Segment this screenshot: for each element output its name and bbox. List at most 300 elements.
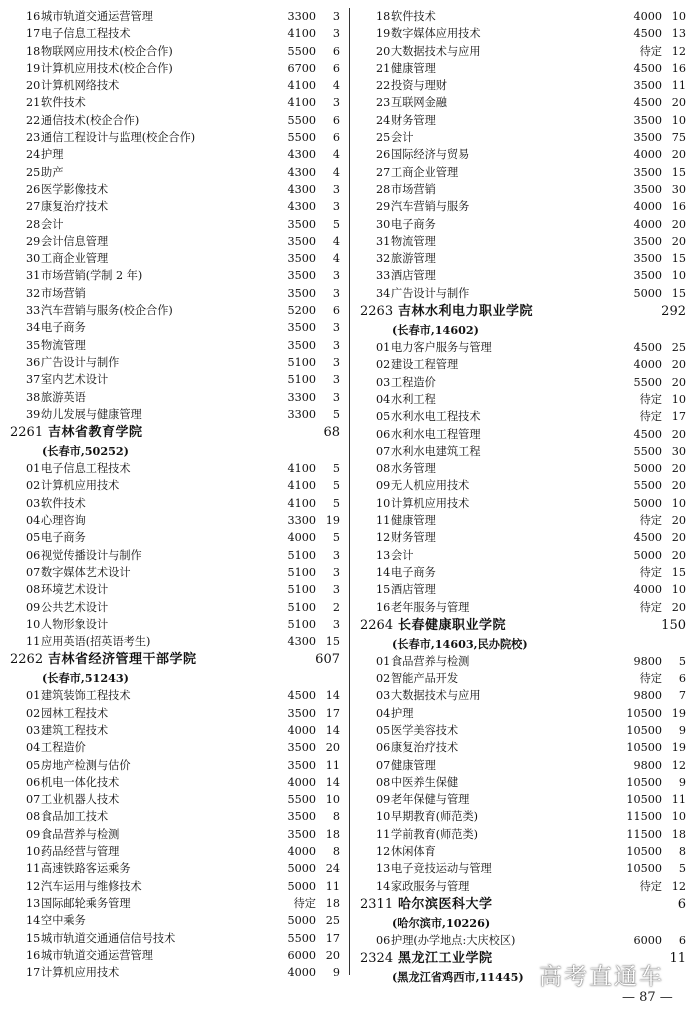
major-code: 26	[26, 182, 41, 196]
major-code: 01	[26, 689, 41, 703]
major-code: 03	[376, 375, 391, 389]
school-header	[360, 302, 686, 322]
major-row	[10, 705, 340, 722]
major-code: 07	[376, 444, 391, 458]
enrollment-count: 10	[671, 583, 686, 597]
enrollment-count: 4	[332, 165, 340, 179]
major-code: 09	[26, 827, 41, 841]
tuition-fee: 10500	[626, 723, 662, 737]
tuition-fee: 4100	[287, 496, 316, 510]
enrollment-count: 20	[671, 217, 686, 231]
tuition-fee: 4500	[633, 27, 662, 41]
school-location	[360, 915, 686, 932]
major-code: 05	[26, 758, 41, 772]
major-code: 17	[26, 966, 41, 980]
major-name: 软件技术	[41, 96, 86, 110]
tuition-fee: 3500	[287, 810, 316, 824]
tuition-fee: 4300	[287, 148, 316, 162]
tuition-fee: 待定	[639, 879, 662, 893]
major-name: 通信工程设计与监理(校企合作)	[41, 131, 196, 145]
enrollment-count: 10	[671, 392, 686, 406]
major-code: 04	[376, 392, 391, 406]
tuition-fee: 5500	[287, 131, 316, 145]
major-code: 38	[26, 390, 41, 404]
school-header	[360, 616, 686, 636]
major-row	[10, 564, 340, 581]
major-code: 09	[376, 479, 391, 493]
major-code: 26	[376, 148, 391, 162]
major-name: 物联网应用技术(校企合作)	[41, 44, 173, 58]
school-header	[360, 895, 686, 915]
major-code: 12	[26, 879, 41, 893]
major-name: 软件技术	[41, 496, 86, 510]
enrollment-count: 3	[332, 583, 340, 597]
tuition-fee: 3500	[633, 113, 662, 127]
enrollment-count: 10	[671, 496, 686, 510]
major-name: 城市轨道交通运营管理	[41, 10, 153, 23]
school-code: 2262	[10, 652, 44, 668]
major-row	[360, 495, 686, 512]
enrollment-count: 15	[671, 565, 686, 579]
school-code: 2261	[10, 425, 44, 441]
tuition-fee: 5100	[287, 617, 316, 631]
major-code: 15	[376, 583, 391, 597]
tuition-fee: 4300	[287, 165, 316, 179]
major-row	[360, 391, 686, 408]
major-name: 电子竞技运动与管理	[391, 862, 492, 876]
major-code: 19	[26, 61, 41, 75]
major-code: 31	[26, 269, 41, 283]
enrollment-count: 5	[678, 862, 686, 876]
tuition-fee: 5500	[287, 113, 316, 127]
enrollment-count: 13	[671, 27, 686, 41]
major-row	[360, 460, 686, 477]
major-code: 39	[26, 407, 41, 421]
major-code: 08	[376, 462, 391, 476]
major-code: 34	[26, 321, 41, 335]
major-row	[10, 633, 340, 650]
major-row	[10, 60, 340, 77]
major-name: 家政服务与管理	[391, 879, 470, 893]
major-code: 30	[26, 252, 41, 266]
tuition-fee: 10500	[626, 775, 662, 789]
tuition-fee: 3500	[287, 758, 316, 772]
major-row	[10, 77, 340, 94]
major-row	[10, 581, 340, 598]
major-row	[360, 233, 686, 250]
major-row	[360, 599, 686, 616]
major-name: 心理咨询	[41, 514, 86, 528]
major-name: 健康管理	[391, 514, 436, 528]
major-code: 05	[376, 410, 391, 424]
tuition-fee: 5000	[633, 496, 662, 510]
major-row	[10, 826, 340, 843]
enrollment-count: 9	[678, 723, 686, 737]
enrollment-count: 3	[332, 10, 340, 23]
enrollment-count: 20	[671, 234, 686, 248]
enrollment-count: 6	[332, 113, 340, 127]
major-row	[360, 77, 686, 94]
enrollment-count: 8	[678, 845, 686, 859]
major-row	[10, 843, 340, 860]
tuition-fee: 10500	[626, 706, 662, 720]
enrollment-count: 5	[332, 217, 340, 231]
school-location	[360, 322, 686, 339]
major-name: 工商企业管理	[391, 165, 459, 179]
major-name: 广告设计与制作	[391, 286, 470, 300]
major-row	[360, 564, 686, 581]
tuition-fee: 5200	[287, 304, 316, 318]
major-row	[360, 808, 686, 825]
enrollment-count: 6	[332, 44, 340, 58]
tuition-fee: 3300	[287, 514, 316, 528]
major-name: 学前教育(师范类)	[391, 827, 479, 841]
major-name: 食品营养与检测	[41, 827, 120, 841]
school-code: 2324	[360, 951, 394, 967]
major-name: 数字媒体应用技术	[391, 27, 481, 41]
left-column	[10, 8, 340, 981]
tuition-fee: 3500	[287, 217, 316, 231]
enrollment-count: 30	[671, 182, 686, 196]
enrollment-count: 6	[678, 672, 686, 686]
tuition-fee: 4500	[633, 341, 662, 355]
major-code: 04	[26, 741, 41, 755]
major-name: 会计	[391, 131, 414, 145]
page-number: — 87 —	[622, 990, 673, 1005]
major-code: 05	[26, 531, 41, 545]
enrollment-count: 5	[332, 407, 340, 421]
major-code: 20	[26, 79, 41, 93]
enrollment-count: 20	[325, 948, 340, 962]
enrollment-count: 11	[671, 79, 686, 93]
major-code: 29	[26, 234, 41, 248]
major-row	[360, 826, 686, 843]
tuition-fee: 10500	[626, 793, 662, 807]
enrollment-count: 8	[332, 845, 340, 859]
major-name: 房地产检测与估价	[41, 758, 131, 772]
major-row	[10, 181, 340, 198]
major-row	[360, 129, 686, 146]
tuition-fee: 4100	[287, 27, 316, 41]
major-name: 国际经济与贸易	[391, 148, 470, 162]
major-row	[360, 426, 686, 443]
enrollment-count: 10	[671, 810, 686, 824]
major-name: 工程造价	[391, 375, 436, 389]
enrollment-count: 3	[332, 321, 340, 335]
major-row	[10, 164, 340, 181]
major-row	[360, 43, 686, 60]
major-code: 10	[26, 617, 41, 631]
tuition-fee: 4100	[287, 479, 316, 493]
major-row	[10, 930, 340, 947]
tuition-fee: 5000	[287, 914, 316, 928]
tuition-fee: 待定	[639, 392, 662, 406]
enrollment-count: 18	[671, 827, 686, 841]
major-code: 10	[26, 845, 41, 859]
major-name: 大数据技术与应用	[391, 44, 481, 58]
school-total: 607	[315, 652, 340, 668]
enrollment-count: 10	[671, 10, 686, 23]
enrollment-count: 14	[325, 689, 340, 703]
major-name: 投资与理财	[391, 79, 447, 93]
tuition-fee: 9800	[633, 758, 662, 772]
major-name: 软件技术	[391, 10, 436, 23]
major-name: 电子商务	[391, 217, 436, 231]
school-total: 6	[677, 896, 686, 912]
major-code: 23	[376, 96, 391, 110]
enrollment-count: 5	[332, 496, 340, 510]
major-code: 19	[376, 27, 391, 41]
tuition-fee: 5000	[633, 286, 662, 300]
major-name: 通信技术(校企合作)	[41, 113, 140, 127]
major-name: 计算机应用技术	[391, 496, 470, 510]
major-row	[360, 60, 686, 77]
location-text: (黑龙江省鸡西市,11445)	[392, 970, 524, 985]
major-row	[360, 250, 686, 267]
major-row	[10, 319, 340, 336]
major-code: 03	[26, 723, 41, 737]
enrollment-count: 25	[325, 914, 340, 928]
major-name: 机电一体化技术	[41, 775, 120, 789]
tuition-fee: 4300	[287, 182, 316, 196]
major-code: 04	[26, 514, 41, 528]
major-name: 公共艺术设计	[41, 600, 109, 614]
tuition-fee: 3500	[287, 321, 316, 335]
major-name: 计算机应用技术	[41, 966, 120, 980]
tuition-fee: 5100	[287, 548, 316, 562]
enrollment-count: 6	[332, 61, 340, 75]
major-row	[10, 477, 340, 494]
major-code: 11	[376, 514, 391, 528]
major-name: 水务管理	[391, 462, 436, 476]
enrollment-count: 20	[671, 600, 686, 614]
major-row	[10, 337, 340, 354]
major-row	[10, 389, 340, 406]
enrollment-count: 20	[671, 375, 686, 389]
major-row	[360, 878, 686, 895]
major-name: 老年服务与管理	[391, 600, 470, 614]
tuition-fee: 4000	[287, 775, 316, 789]
major-row	[10, 267, 340, 284]
major-row	[10, 460, 340, 477]
enrollment-count: 20	[671, 148, 686, 162]
major-code: 10	[376, 496, 391, 510]
major-name: 工业机器人技术	[41, 793, 120, 807]
tuition-fee: 4000	[633, 217, 662, 231]
major-row	[360, 529, 686, 546]
major-name: 国际邮轮乘务管理	[41, 896, 131, 910]
major-code: 24	[376, 113, 391, 127]
major-code: 25	[26, 165, 41, 179]
major-code: 11	[26, 862, 41, 876]
enrollment-count: 3	[332, 269, 340, 283]
tuition-fee: 5100	[287, 565, 316, 579]
major-code: 27	[376, 165, 391, 179]
major-name: 市场营销(学制 2 年)	[41, 269, 143, 283]
enrollment-count: 12	[671, 879, 686, 893]
tuition-fee: 3500	[287, 234, 316, 248]
major-row	[10, 878, 340, 895]
tuition-fee: 3300	[287, 10, 316, 23]
major-row	[10, 43, 340, 60]
major-row	[10, 616, 340, 633]
major-code: 16	[26, 948, 41, 962]
tuition-fee: 5500	[287, 44, 316, 58]
major-name: 食品加工技术	[41, 810, 109, 824]
major-code: 04	[376, 706, 391, 720]
enrollment-count: 24	[325, 862, 340, 876]
major-name: 应用英语(招英语考生)	[41, 635, 151, 649]
school-name: 黑龙江工业学院	[398, 951, 493, 967]
major-row	[10, 774, 340, 791]
major-name: 视觉传播设计与制作	[41, 548, 142, 562]
major-row	[10, 808, 340, 825]
enrollment-count: 3	[332, 548, 340, 562]
major-name: 室内艺术设计	[41, 373, 109, 387]
major-code: 14	[26, 914, 41, 928]
major-code: 01	[376, 654, 391, 668]
major-code: 25	[376, 131, 391, 145]
major-code: 05	[376, 723, 391, 737]
enrollment-count: 16	[671, 200, 686, 214]
major-name: 汽车营销与服务	[391, 200, 470, 214]
major-code: 20	[376, 44, 391, 58]
tuition-fee: 4500	[633, 61, 662, 75]
tuition-fee: 3500	[287, 252, 316, 266]
major-row	[360, 477, 686, 494]
major-row	[10, 302, 340, 319]
major-name: 医学美容技术	[391, 723, 459, 737]
major-name: 幼儿发展与健康管理	[41, 407, 142, 421]
major-name: 物流管理	[391, 234, 436, 248]
enrollment-count: 2	[332, 600, 340, 614]
major-name: 电子商务	[41, 321, 86, 335]
enrollment-count: 3	[332, 355, 340, 369]
enrollment-count: 10	[325, 793, 340, 807]
major-row	[360, 267, 686, 284]
major-code: 18	[26, 44, 41, 58]
tuition-fee: 3500	[633, 234, 662, 248]
enrollment-count: 3	[332, 27, 340, 41]
tuition-fee: 5000	[287, 862, 316, 876]
major-name: 电子信息工程技术	[41, 27, 131, 41]
major-row	[360, 687, 686, 704]
tuition-fee: 4500	[633, 96, 662, 110]
major-row	[360, 843, 686, 860]
school-name: 长春健康职业学院	[398, 617, 507, 633]
major-row	[10, 94, 340, 111]
school-name: 吉林省教育学院	[48, 425, 143, 441]
tuition-fee: 待定	[639, 672, 662, 686]
major-code: 02	[376, 358, 391, 372]
enrollment-count: 10	[671, 113, 686, 127]
tuition-fee: 3500	[287, 827, 316, 841]
tuition-fee: 6000	[633, 933, 662, 947]
enrollment-count: 20	[671, 514, 686, 528]
enrollment-count: 15	[671, 165, 686, 179]
enrollment-count: 17	[671, 410, 686, 424]
enrollment-count: 18	[325, 896, 340, 910]
tuition-fee: 10500	[626, 862, 662, 876]
major-code: 33	[26, 304, 41, 318]
major-code: 02	[26, 706, 41, 720]
major-row	[10, 250, 340, 267]
major-code: 08	[26, 810, 41, 824]
major-name: 建筑装饰工程技术	[41, 689, 131, 703]
major-code: 30	[376, 217, 391, 231]
major-row	[10, 406, 340, 423]
tuition-fee: 3500	[287, 338, 316, 352]
major-row	[10, 529, 340, 546]
major-code: 23	[26, 131, 41, 145]
major-name: 水利工程	[391, 392, 436, 406]
enrollment-count: 11	[325, 879, 340, 893]
enrollment-count: 14	[325, 775, 340, 789]
major-code: 14	[376, 565, 391, 579]
tuition-fee: 10500	[626, 741, 662, 755]
major-code: 32	[26, 286, 41, 300]
major-row	[360, 216, 686, 233]
major-row	[360, 932, 686, 949]
major-code: 06	[376, 427, 391, 441]
location-text: (长春市,14603,民办院校)	[392, 636, 528, 651]
major-code: 11	[376, 827, 391, 841]
major-row	[360, 198, 686, 215]
major-row	[10, 547, 340, 564]
major-row	[360, 653, 686, 670]
tuition-fee: 5500	[633, 444, 662, 458]
major-row	[10, 739, 340, 756]
enrollment-count: 10	[671, 269, 686, 283]
enrollment-count: 19	[325, 514, 340, 528]
major-code: 09	[26, 600, 41, 614]
tuition-fee: 4300	[287, 200, 316, 214]
school-code: 2264	[360, 617, 394, 633]
major-code: 27	[26, 200, 41, 214]
school-header	[10, 423, 340, 443]
major-code: 06	[376, 741, 391, 755]
enrollment-count: 15	[671, 252, 686, 266]
major-name: 市场营销	[391, 182, 436, 196]
major-name: 旅游管理	[391, 252, 436, 266]
tuition-fee: 4000	[287, 966, 316, 980]
tuition-fee: 5000	[287, 879, 316, 893]
tuition-fee: 6000	[287, 948, 316, 962]
school-name: 哈尔滨医科大学	[398, 896, 493, 912]
major-row	[360, 512, 686, 529]
tuition-fee: 4000	[287, 531, 316, 545]
enrollment-count: 20	[671, 96, 686, 110]
enrollment-count: 4	[332, 79, 340, 93]
tuition-fee: 5500	[287, 931, 316, 945]
major-code: 13	[26, 896, 41, 910]
enrollment-count: 3	[332, 286, 340, 300]
enrollment-count: 18	[325, 827, 340, 841]
major-code: 07	[376, 758, 391, 772]
major-code: 12	[376, 531, 391, 545]
enrollment-count: 17	[325, 706, 340, 720]
enrollment-count: 3	[332, 373, 340, 387]
tuition-fee: 5100	[287, 583, 316, 597]
tuition-fee: 4000	[633, 200, 662, 214]
major-name: 城市轨道交通通信信号技术	[41, 931, 176, 945]
major-code: 06	[26, 548, 41, 562]
major-name: 广告设计与制作	[41, 355, 120, 369]
major-name: 康复治疗技术	[391, 741, 459, 755]
major-code: 07	[26, 793, 41, 807]
major-row	[10, 912, 340, 929]
major-name: 会计	[391, 548, 414, 562]
